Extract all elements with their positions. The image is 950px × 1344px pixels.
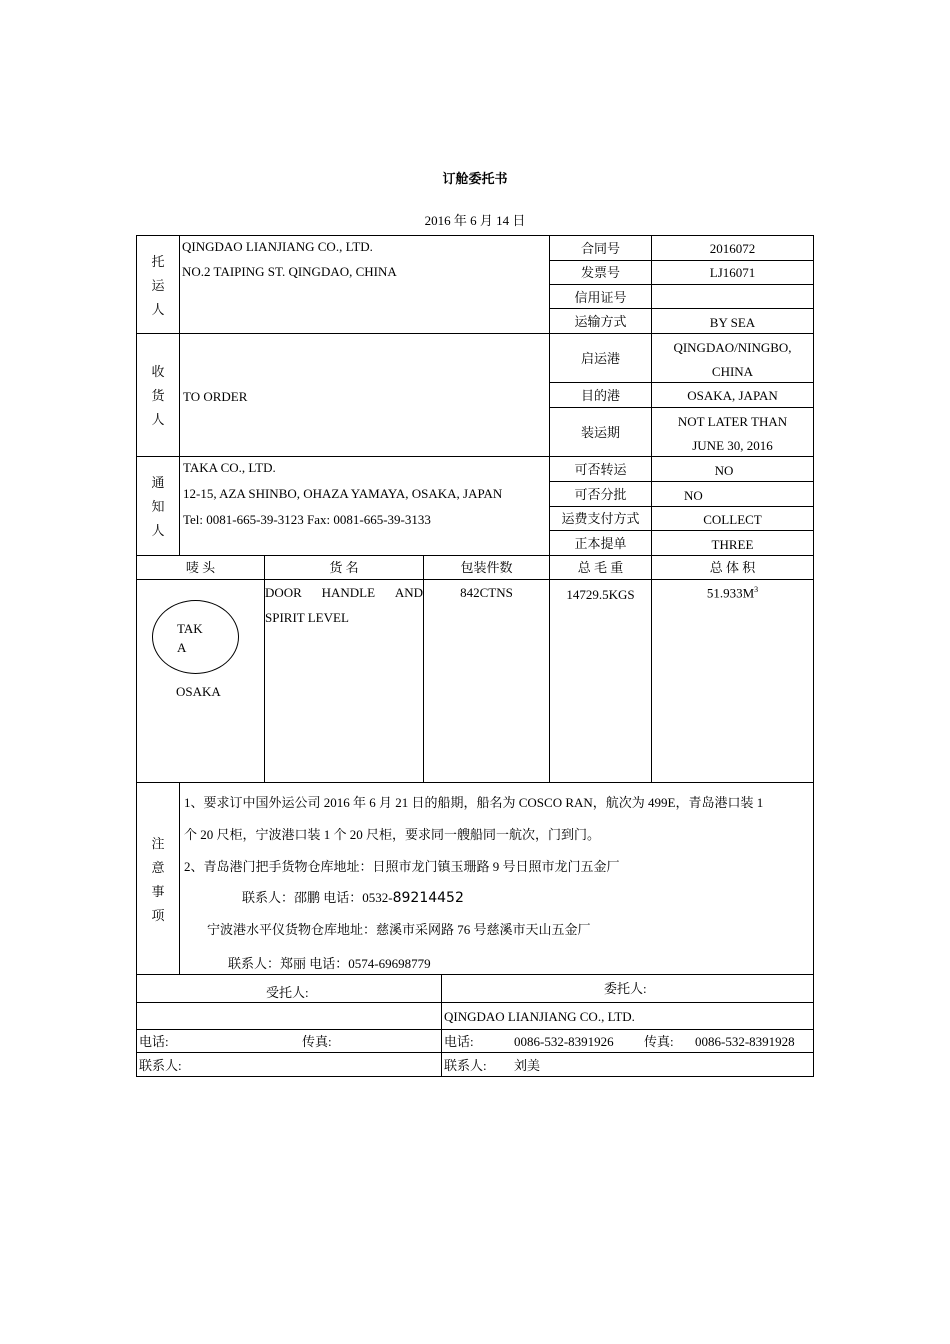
transshipment-label: 可否转运 [574, 462, 627, 477]
packages-header: 包装件数 [460, 560, 513, 575]
goods-name-line1: DOOR HANDLE AND [265, 585, 423, 600]
volume-header: 总 体 积 [709, 560, 756, 575]
shipping-mark-text-line1: TAK [177, 621, 203, 636]
agent-fax-label: 传真: [302, 1034, 332, 1049]
transport-value: BY SEA [709, 315, 756, 330]
loading-port-value-line2: CHINA [711, 364, 754, 379]
notes-label: 注 意 事 项 [151, 836, 165, 923]
notes-line4: 联系人：邵鹏 电话：0532-89214452 [242, 890, 464, 906]
volume-value: $51.933M^3$ [706, 585, 759, 601]
principal-fax-label: 传真: [644, 1034, 674, 1049]
agent-tel-label: 电话: [139, 1034, 169, 1049]
freight-label: 运费支付方式 [561, 511, 640, 526]
principal-tel-label: 电话: [444, 1034, 474, 1049]
consignee-label: 收 货 人 [151, 364, 165, 427]
loading-port-value-line1: QINGDAO/NINGBO, [673, 340, 792, 355]
packages-value: 842CTNS [460, 585, 513, 600]
lc-no-label: 信用证号 [574, 290, 627, 305]
goods-name-line2: SPIRIT LEVEL [265, 610, 349, 625]
gross-weight-header: 总 毛 重 [577, 560, 624, 575]
notes-line2: 个 20 尺柜，宁波港口装 1 个 20 尺柜，要求同一艘船同一航次，门到门。 [184, 827, 601, 842]
shipper-name: QINGDAO LIANJIANG CO., LTD. [182, 239, 373, 254]
principal-fax-value: 0086-532-8391928 [695, 1034, 795, 1049]
contract-no-value: 2016072 [709, 241, 756, 256]
shipment-date-value-line2: JUNE 30, 2016 [692, 438, 773, 453]
transport-label: 运输方式 [574, 314, 627, 329]
shipping-mark-text-line2: A [177, 640, 187, 655]
notes-line1: 1、要求订中国外运公司 2016 年 6 月 21 日的船期，船名为 COSCO RAN，航次为 499E，青岛港口装 1 [184, 795, 764, 810]
invoice-no-label: 发票号 [580, 265, 620, 280]
shipping-mark-city: OSAKA [176, 684, 221, 699]
loading-port-label: 启运港 [580, 351, 620, 366]
shipping-mark-oval [152, 600, 239, 674]
goods-name-header: 货 名 [329, 560, 359, 575]
principal-contact-value: 刘美 [514, 1058, 541, 1073]
shipper-label: 托 运 人 [151, 254, 165, 317]
invoice-no-value: LJ16071 [709, 265, 756, 280]
shipment-date-label: 装运期 [580, 425, 620, 440]
bl-originals-label: 正本提单 [574, 536, 627, 551]
marks-header: 唛 头 [185, 560, 216, 575]
agent-contact-label: 联系人: [139, 1058, 182, 1073]
document-date: 2016 年 6 月 14 日 [424, 213, 526, 228]
notify-label: 通 知 人 [151, 475, 165, 538]
notes-line3: 2、青岛港门把手货物仓库地址：日照市龙门镇玉珊路 9 号日照市龙门五金厂 [184, 859, 620, 874]
principal-contact-label: 联系人: [444, 1058, 487, 1073]
destination-label: 目的港 [580, 388, 620, 403]
transshipment-value: NO [714, 463, 734, 478]
partial-label: 可否分批 [574, 487, 627, 502]
partial-value: NO [684, 488, 703, 503]
destination-value: OSAKA, JAPAN [687, 388, 778, 403]
notify-address: 12-15, AZA SHINBO, OHAZA YAMAYA, OSAKA, JAPAN [183, 486, 503, 501]
shipment-date-value-line1: NOT LATER THAN [677, 414, 788, 429]
principal-company: QINGDAO LIANJIANG CO., LTD. [444, 1009, 635, 1024]
notes-line6: 联系人：郑丽 电话：0574-69698779 [228, 956, 431, 971]
shipper-address: NO.2 TAIPING ST. QINGDAO, CHINA [182, 264, 397, 279]
document-title: 订舱委托书 [442, 172, 508, 187]
agent-label: 受托人: [266, 985, 309, 1000]
freight-value: COLLECT [703, 512, 762, 527]
principal-label: 委托人: [604, 981, 647, 996]
notify-name: TAKA CO., LTD. [183, 460, 276, 475]
consignee-value: TO ORDER [183, 389, 248, 404]
contract-no-label: 合同号 [580, 241, 620, 256]
gross-weight-value: 14729.5KGS [566, 587, 635, 602]
notes-line5: 宁波港水平仪货物仓库地址：慈溪市采网路 76 号慈溪市天山五金厂 [207, 922, 591, 937]
principal-tel-value: 0086-532-8391926 [514, 1034, 614, 1049]
notify-tel-fax: Tel: 0081-665-39-3123 Fax: 0081-665-39-3133 [183, 512, 431, 527]
bl-originals-value: THREE [711, 537, 754, 552]
